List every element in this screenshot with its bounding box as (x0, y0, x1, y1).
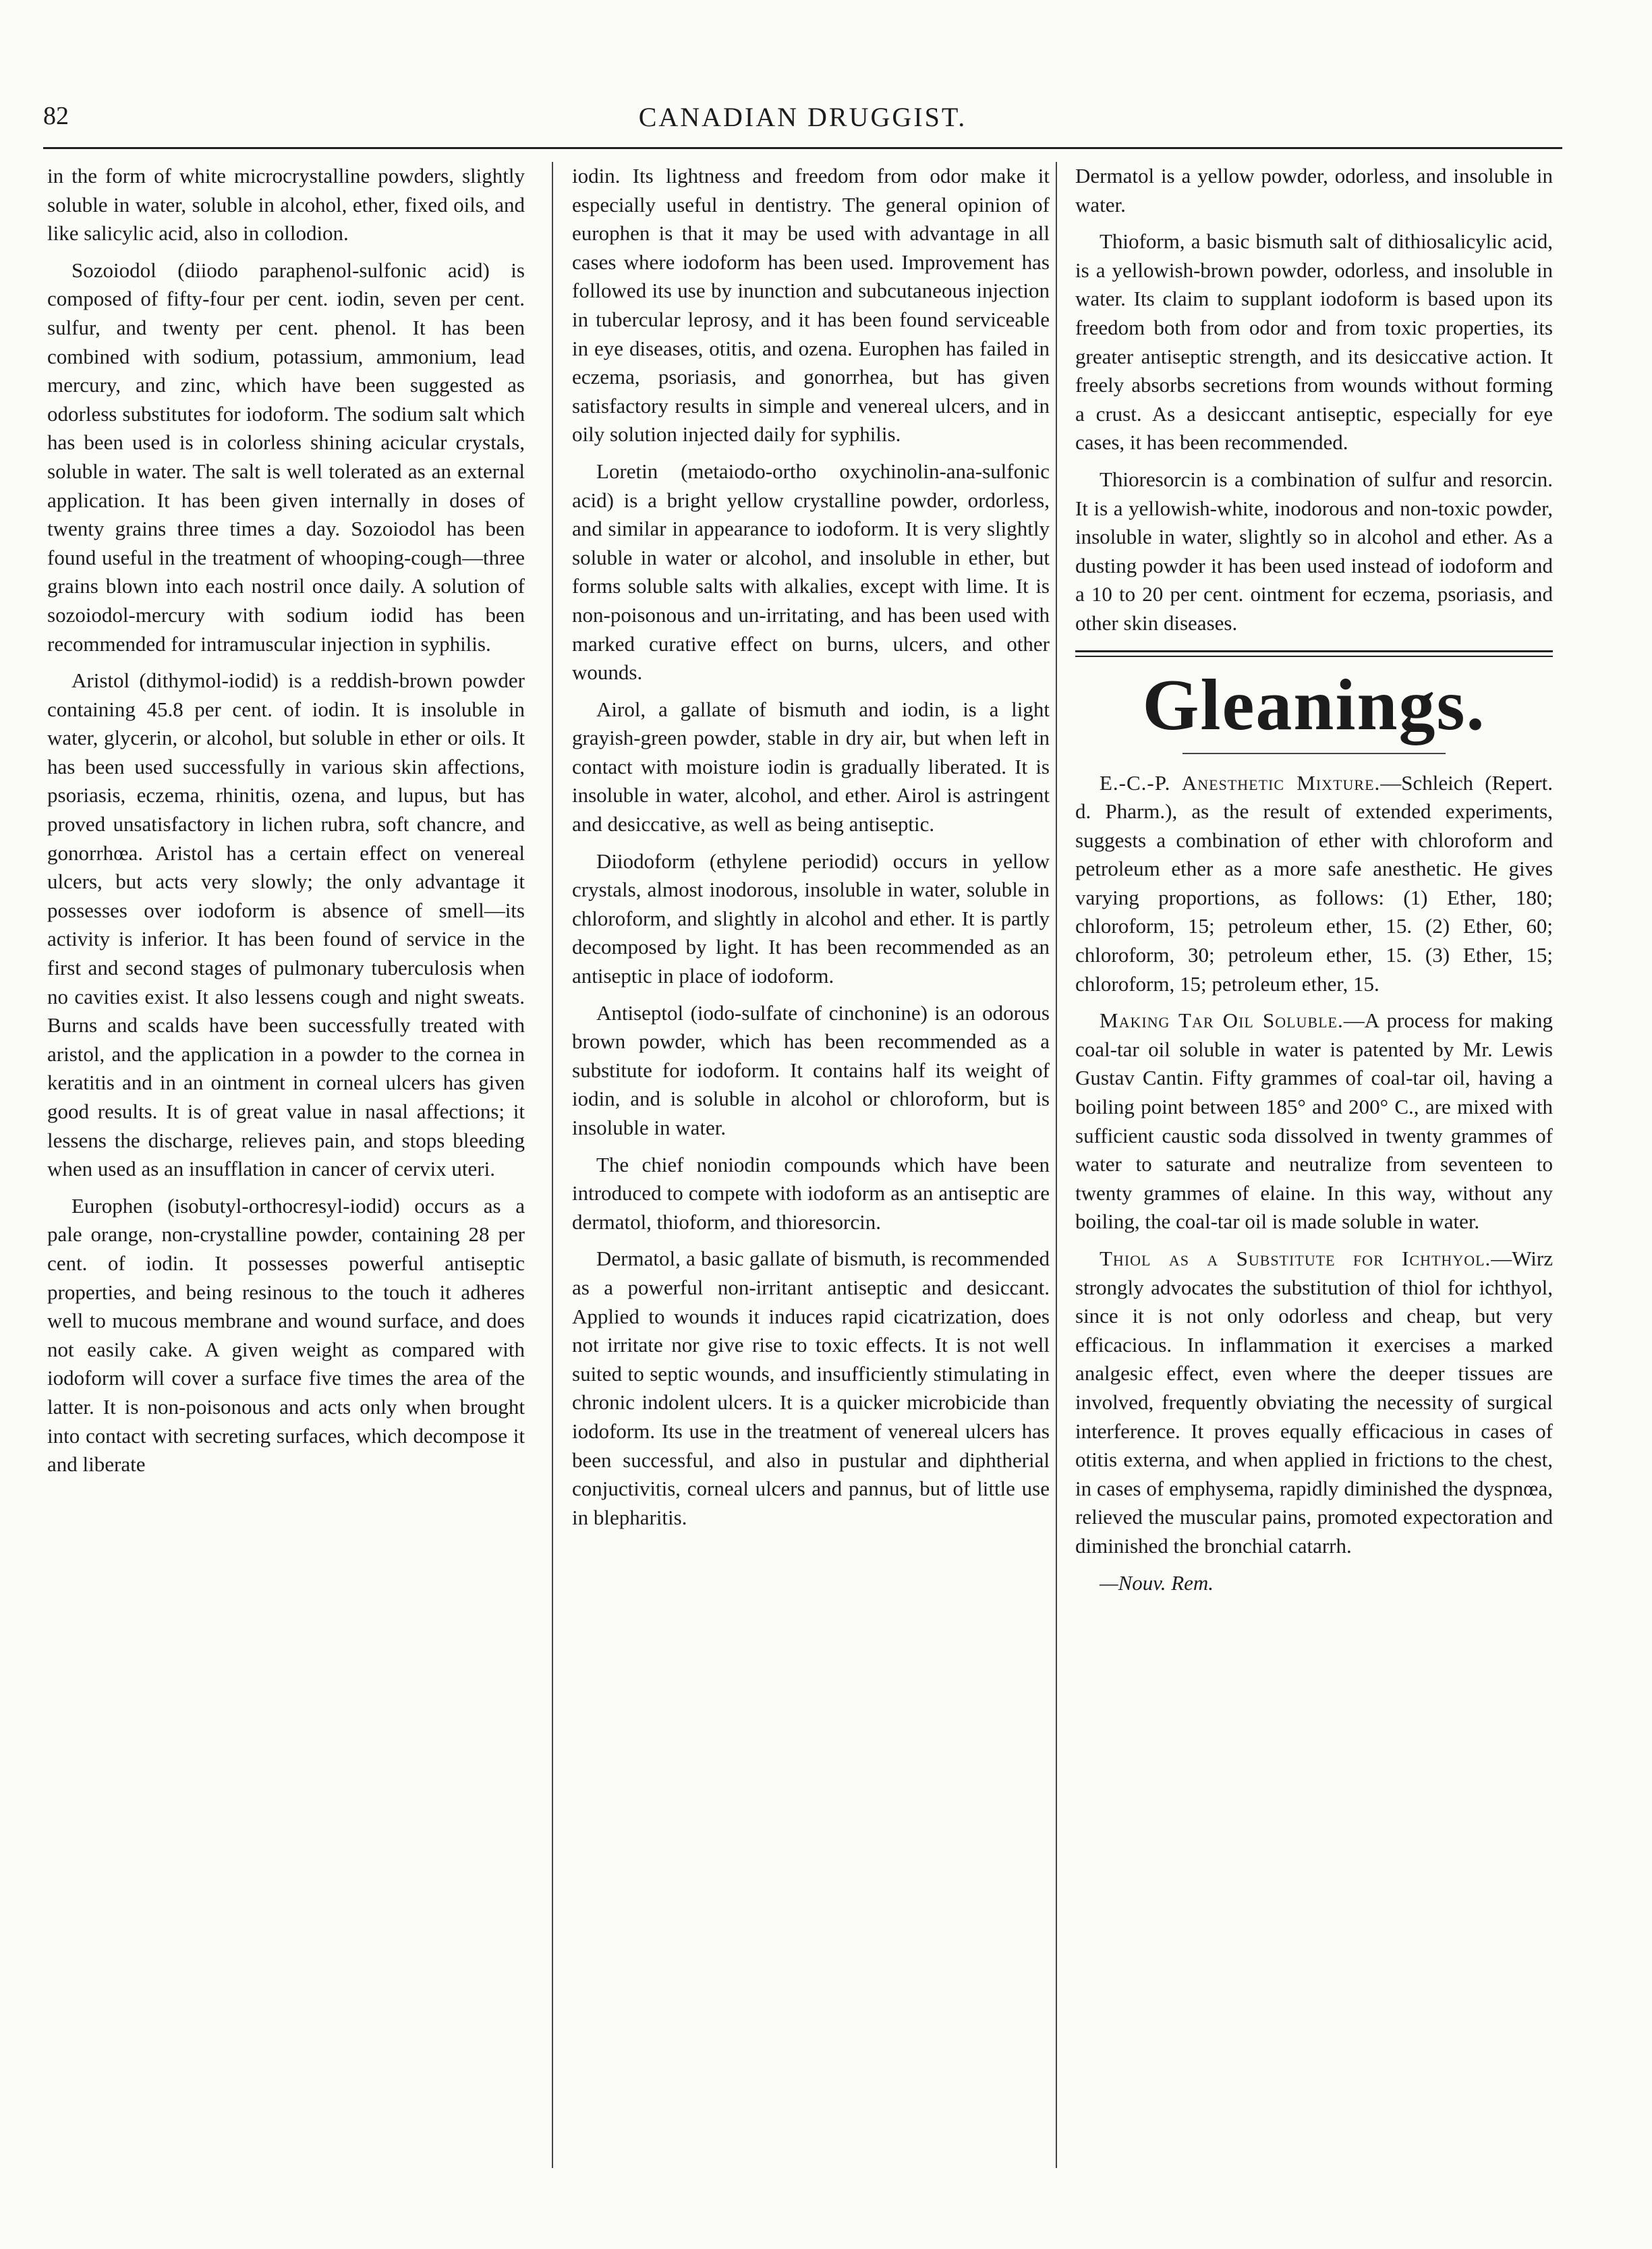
paragraph: Dermatol is a yellow powder, odorless, and insoluble in water. (1075, 164, 1553, 217)
gleaning-body: —Wirz strongly advocates the substitution of thiol for ichthyol, since it is not only odorless and cheap, but very efficacious. In inflammation it exercises a marked analgesic effect, even where the deeper tissues are involved, frequently obviating the necessity of surgical interference. It proves equally efficacious in cases of otitis externa, and when applied in frictions to the chest, in cases of emphysema, rapidly diminished the dyspnœa, relieved the muscular pains, promoted expectoration and diminished the bronchial catarrh. (1075, 1247, 1553, 1558)
header-rule (43, 147, 1562, 149)
column-middle (572, 162, 1050, 2175)
section-rule (1075, 650, 1553, 657)
paragraph-diiodoform: Diiodoform (ethylene periodid) occurs in yellow crystals, almost inodorous, insoluble in water, soluble in chloroform, and slightly in alcohol and ether. It is partly decomposed by light. It has been recommended as an antiseptic in place of iodoform. (572, 849, 1050, 988)
paragraph-thioresorcin: Thioresorcin is a combination of sulfur and resorcin. It is a yellowish-white, inodorous and non-toxic powder, insoluble in water, slightly so in alcohol and ether. As a dusting powder it has been used instead of iodoform and a 10 to 20 per cent. ointment for eczema, psoriasis, and other skin diseases. (1075, 467, 1553, 635)
gleaning-heading: E.-C.-P. Anesthetic Mixture. (1100, 770, 1381, 795)
paragraph-europhen: Europhen (isobutyl-orthocresyl-iodid) occurs as a pale orange, non-crystalline powder, containing 28 per cent. of iodin. It possesses powerful antiseptic properties, and being resinous to the touch it adheres well to mucous membrane and wound surface, and does not easily cake. A given weight as compared with iodoform will cover a surface five times the area of the latter. It is non-poisonous and acts only when brought into contact with secreting surfaces, which decompose it and liberate (47, 1193, 525, 1477)
paragraph-dermatol: Dermatol, a basic gallate of bismuth, is recommended as a powerful non-irritant antiseptic and desiccant. Applied to wounds it induces rapid cicatrization, does not irritate nor give rise to toxic effects. It is not well suited to septic wounds, and insufficiently stimulating in chronic indolent ulcers. It is a quicker microbicide than iodoform. Its use in the treatment of venereal ulcers has been successful, and also in pustular and diphtherial conjuctivitis, corneal ulcers and pannus, but of little use in blepharitis. (572, 1247, 1050, 1529)
paragraph-antiseptol: Antiseptol (iodo-sulfate of cinchonine) is an odorous brown powder, which has been recommended as a substitute for iodoform. It contains half its weight of iodin, and is soluble in alcohol or chloroform, but is insoluble in water. (572, 1000, 1050, 1139)
attribution: —Nouv. Rem. (1100, 1570, 1214, 1595)
paragraph-aristol: Aristol (dithymol-iodid) is a reddish-brown powder containing 45.8 per cent. of iodin. It is insoluble in water, glycerin, or alcohol, but soluble in ether or oils. It has been used successfully in various skin affections, psoriasis, eczema, rhinitis, ozena, and lupus, but has proved unsatisfactory in lichen rubra, soft chancre, and gonorrhœa. Aristol has a certain effect on venereal ulcers, but acts very slowly; the only advantage it possesses over iodoform is absence of smell—its activity is inferior. It has been found of service in the first and second stages of pulmonary tuberculosis when no cavities exist. It also lessens cough and night sweats. Burns and scalds have been successfully treated with aristol, and the application in a powder to the cornea in keratitis and in an ointment in corneal ulcers has given good results. It is of great value in nasal affections; it lessens the discharge, relieves pain, and stops bleeding when used as an insufflation in cancer of cervix uteri. (47, 668, 525, 1181)
paragraph-noniodin: The chief noniodin compounds which have been introduced to compete with iodoform as an antiseptic are dermatol, thioform, and thioresorcin. (572, 1152, 1050, 1234)
column-divider (1056, 162, 1057, 2168)
gleaning-body: —A process for making coal-tar oil soluble in water is patented by Mr. Lewis Gustav Cantin. Fifty grammes of coal-tar oil, having a boiling point between 185° and 200° C., are mixed with sufficient caustic soda dissolved in twenty grammes of water to saturate and neutralize from seventeen to twenty grammes of elaine. In this way, without any boiling, the coal-tar oil is made soluble in water. (1075, 1008, 1553, 1234)
paragraph-sozoiodol: Sozoiodol (diiodo paraphenol-sulfonic acid) is composed of fifty-four per cent. iodin, seven per cent. sulfur, and twenty per cent. phenol. It has been combined with sodium, potassium, ammonium, lead mercury, and zinc, which have been suggested as odorless substitutes for iodoform. The sodium salt which has been used is in colorless shining acicular crystals, soluble in water. The salt is well tolerated as an external application. It has been given internally in doses of twenty grains three times a day. Sozoiodol has been found useful in the treatment of whooping-cough—three grains blown into each nostril once daily. A solution of sozoiodol-mercury with sodium iodid has been recommended for intramuscular injection in syphilis. (47, 258, 525, 656)
gleaning-body: —Schleich (Repert. d. Pharm.), as the result of extended experiments, suggests a combination of ether with chloroform and petroleum ether as a more safe anesthetic. He gives varying proportions, as follows: (1) Ether, 180; chloroform, 15; petroleum ether, 15. (2) Ether, 60; chloroform, 30; petroleum ether, 15. (3) Ether, 15; chloroform, 15; petroleum ether, 15. (1075, 770, 1553, 996)
gleaning-thiol (1075, 1245, 1553, 1561)
paragraph-airol: Airol, a gallate of bismuth and iodin, is a light grayish-green powder, stable in dry air, but when left in contact with moisture iodin is gradually liberated. It is insoluble in water, alcohol, and ether. Airol is astringent and desiccative, as well as being antiseptic. (572, 697, 1050, 836)
page-header (43, 101, 1562, 142)
gleaning-heading: Making Tar Oil Soluble. (1100, 1008, 1344, 1033)
paragraph: iodin. Its lightness and freedom from odor make it especially useful in dentistry. The general opinion of europhen is that it may be used with advantage in all cases where iodoform has been used. Improvement has followed its use by inunction and subcutaneous injection in tubercular leprosy, and it has been found serviceable in eye diseases, otitis, and ozena. Europhen has failed in eczema, psoriasis, and gonorrhea, but has given satisfactory results in simple and venereal ulcers, and in oily solution injected daily for syphilis. (572, 164, 1050, 447)
column-right (1075, 162, 1553, 2175)
paragraph: in the form of white microcrystalline powders, slightly soluble in water, soluble in alcohol, ether, fixed oils, and like salicylic acid, also in collodion. (47, 164, 525, 246)
section-title-underline (1183, 753, 1445, 754)
section-title: Gleanings. (1142, 664, 1486, 745)
running-title: CANADIAN DRUGGIST. (638, 102, 967, 132)
paragraph-loretin: Loretin (metaiodo-ortho oxychinolin-ana-sulfonic acid) is a bright yellow crystalline powder, ordorless, and similar in appearance to iodoform. It is very slightly soluble in water or alcohol, and insoluble in ether, but forms soluble salts with alkalies, except with lime. It is non-poisonous and un-irritating, and has been used with marked curative effect on burns, ulcers, and other wounds. (572, 459, 1050, 685)
paragraph-thioform: Thioform, a basic bismuth salt of dithiosalicylic acid, is a yellowish-brown powder, odorless, and insoluble in water. Its claim to supplant iodoform is based upon its freedom both from odor and from toxic properties, its greater antiseptic strength, and its desiccative action. It freely absorbs secretions from wounds without forming a crust. As a desiccant antiseptic, especially for eye cases, it has been recommended. (1075, 229, 1553, 455)
column-left (47, 162, 525, 2175)
gleaning-anesthetic-mixture (1075, 769, 1553, 999)
gleaning-tar-oil (1075, 1006, 1553, 1236)
gleaning-heading: Thiol as a Substitute for Ichthyol. (1100, 1247, 1491, 1270)
column-divider (552, 162, 553, 2168)
page-number: 82 (43, 102, 69, 130)
